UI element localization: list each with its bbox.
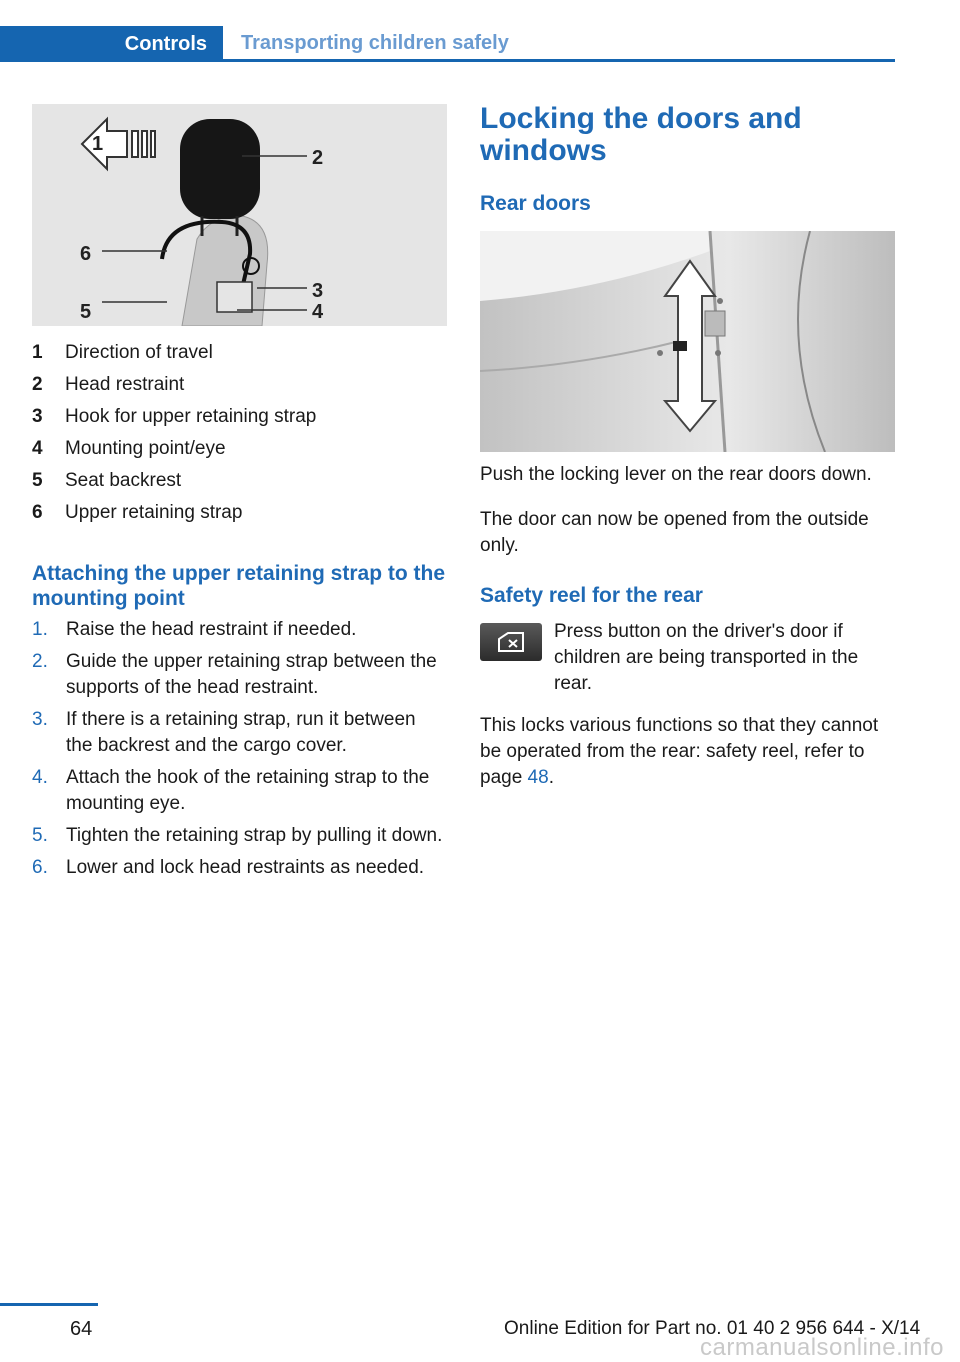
watermark: carmanualsonline.info xyxy=(700,1334,944,1361)
direction-arrow-icon xyxy=(82,119,127,169)
list-item xyxy=(32,823,447,849)
legend-number: 2 xyxy=(32,374,43,395)
arrow-stripe xyxy=(142,131,147,157)
callout-5: 5 xyxy=(80,301,92,323)
figure-legend xyxy=(32,337,447,529)
step-number: 4. xyxy=(32,767,48,788)
legend-number: 1 xyxy=(32,342,43,363)
callout-6: 6 xyxy=(80,243,92,265)
list-item xyxy=(32,855,447,881)
step-number: 6. xyxy=(32,857,48,878)
legend-item xyxy=(32,497,447,529)
footer-rule xyxy=(0,1303,98,1306)
step-text: If there is a retaining strap, run it between the backrest and the cargo cover. xyxy=(66,709,416,756)
hook-detail-shape xyxy=(217,282,252,312)
head-restraint-figure xyxy=(32,104,447,326)
step-text: Guide the upper retaining strap between the supports of the head restraint. xyxy=(66,651,437,698)
list-item xyxy=(32,707,447,759)
attaching-steps-list xyxy=(32,617,447,887)
legend-label: Seat backrest xyxy=(65,470,182,491)
attaching-heading: Attaching the upper retaining strap to the mounting point xyxy=(32,562,446,610)
step-text: Tighten the retaining strap by pulling it down. xyxy=(66,825,443,846)
locks-functions-text xyxy=(480,713,900,791)
arrow-stripe xyxy=(151,131,155,157)
sentence-period: . xyxy=(548,767,554,788)
page-reference-link[interactable]: 48 xyxy=(527,767,549,788)
head-restraint-shape xyxy=(180,119,260,219)
legend-item xyxy=(32,369,447,401)
callout-3: 3 xyxy=(312,280,324,302)
door-screw xyxy=(715,350,721,356)
rear-doors-heading: Rear doors xyxy=(480,192,591,215)
legend-label: Direction of travel xyxy=(65,342,213,363)
window-lock-button-icon xyxy=(480,623,542,661)
page-number: 64 xyxy=(70,1318,93,1340)
legend-item xyxy=(32,337,447,369)
header-subsection[interactable]: Transporting children safely xyxy=(241,32,509,54)
locking-lever-shape xyxy=(705,311,725,336)
step-text: Attach the hook of the retaining strap to the mounting eye. xyxy=(66,767,430,814)
callout-4: 4 xyxy=(312,301,324,323)
legend-label: Head restraint xyxy=(65,374,185,395)
step-number: 2. xyxy=(32,651,48,672)
header-section-tab[interactable] xyxy=(0,26,223,62)
callout-1: 1 xyxy=(92,133,104,155)
arrow-stripe xyxy=(132,131,138,157)
push-lever-text: Push the locking lever on the rear doors down. xyxy=(480,464,872,485)
lock-lever-marker xyxy=(673,341,687,351)
callout-2: 2 xyxy=(312,147,324,169)
legend-item xyxy=(32,465,447,497)
edition-text: Online Edition for Part no. 01 40 2 956 644 - X/14 xyxy=(504,1318,921,1339)
step-number: 5. xyxy=(32,825,48,846)
legend-label: Mounting point/eye xyxy=(65,438,226,459)
legend-item xyxy=(32,433,447,465)
list-item xyxy=(32,765,447,817)
list-item xyxy=(32,649,447,701)
step-text: Lower and lock head restraints as needed. xyxy=(66,857,425,878)
step-number: 3. xyxy=(32,709,48,730)
legend-number: 4 xyxy=(32,438,43,459)
legend-number: 6 xyxy=(32,502,43,523)
door-screw xyxy=(657,350,663,356)
legend-label: Hook for upper retaining strap xyxy=(65,406,317,427)
door-opened-text: The door can now be opened from the outside only. xyxy=(480,509,869,556)
rear-door-illustration xyxy=(480,231,895,452)
step-number: 1. xyxy=(32,619,48,640)
window-lock-symbol xyxy=(496,631,526,653)
safety-reel-heading: Safety reel for the rear xyxy=(480,584,703,607)
legend-label: Upper retaining strap xyxy=(65,502,243,523)
header-section-label: Controls xyxy=(124,32,207,55)
door-screw xyxy=(717,298,723,304)
head-restraint-illustration xyxy=(32,104,447,326)
locking-heading: Locking the doors and windows xyxy=(480,102,802,167)
press-button-text: Press button on the driver's door if children are being transported in the rear. xyxy=(554,621,859,694)
step-text: Raise the head restraint if needed. xyxy=(66,619,357,640)
legend-number: 5 xyxy=(32,470,43,491)
rear-door-figure xyxy=(480,231,895,452)
legend-number: 3 xyxy=(32,406,43,427)
locks-functions-body: This locks various functions so that they cannot be operated from the rear: safety reel, refer to page xyxy=(480,715,879,788)
list-item xyxy=(32,617,447,643)
legend-item xyxy=(32,401,447,433)
